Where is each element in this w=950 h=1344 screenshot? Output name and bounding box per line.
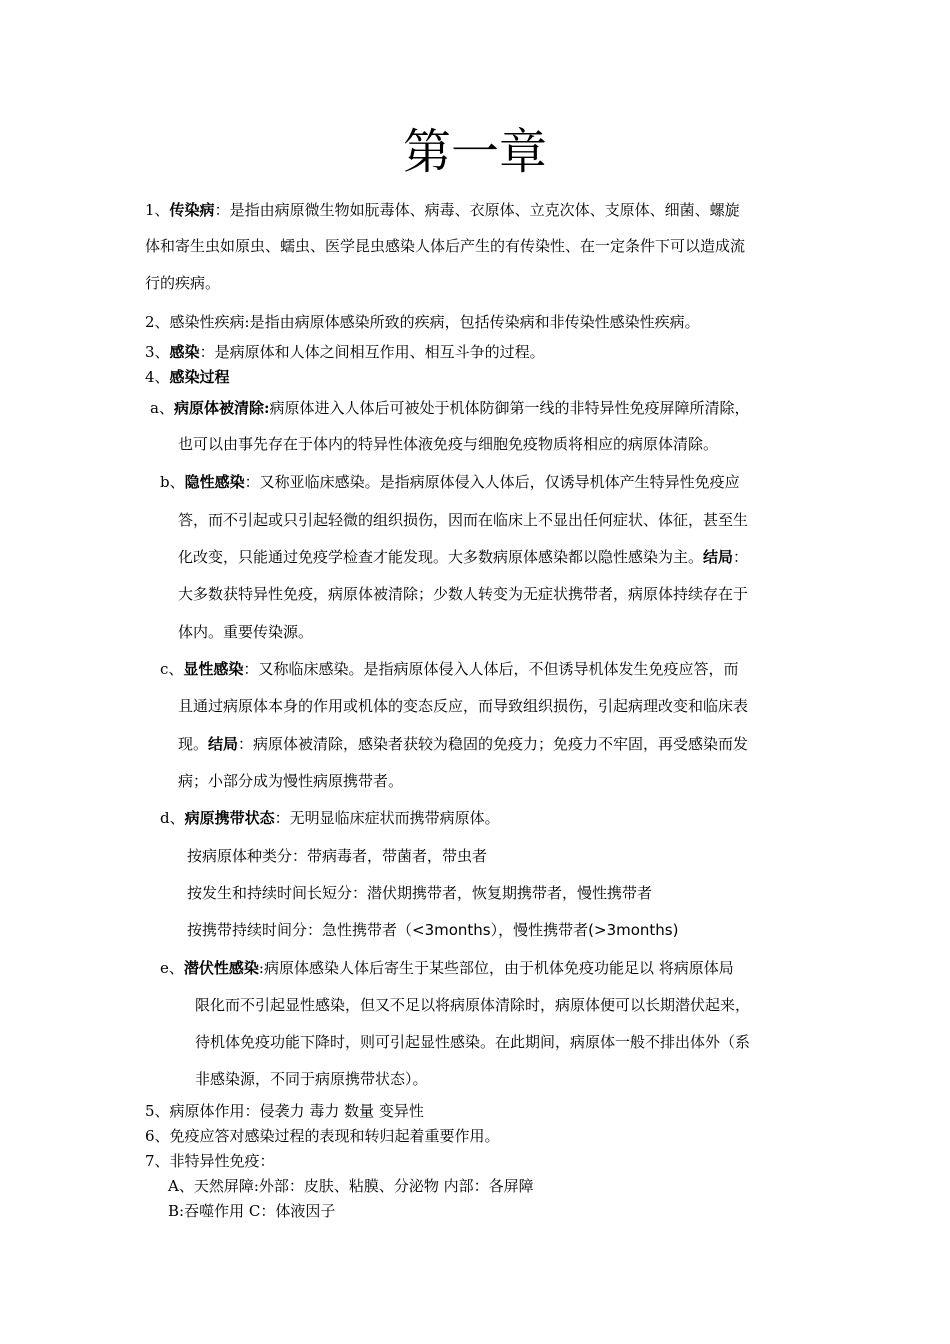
item-5: 5、病原体作用：侵袭力 毒力 数量 变异性	[145, 1102, 424, 1120]
sub-b-term: 隐性感染	[184, 473, 245, 491]
item-1-line-3: 行的疾病。	[145, 274, 221, 292]
chapter-title: 第一章	[402, 124, 547, 180]
sub-d-type-3: 按携带持续时间分：急性携带者（<3months），慢性携带者(>3months)	[187, 921, 679, 939]
item-1-number: 1、	[145, 201, 170, 219]
item-1-line-1: 1、传染病：是指由病原微生物如朊毒体、病毒、衣原体、立克次体、支原体、细菌、螺旋	[145, 201, 740, 219]
item-7-a: A、天然屏障:外部：皮肤、粘膜、分泌物 内部：各屏障	[168, 1177, 534, 1195]
sub-d-term: 病原携带状态	[184, 809, 275, 827]
sub-c-line-2: 且通过病原体本身的作用或机体的变态反应，而导致组织损伤，引起病理改变和临床表	[178, 697, 749, 715]
sub-c-line-4: 病；小部分成为慢性病原携带者。	[178, 772, 404, 790]
sub-c-term: 显性感染	[183, 660, 244, 678]
sub-e-line-2: 限化而不引起显性感染，但又不足以将病原体清除时，病原体便可以长期潜伏起来，	[195, 996, 751, 1014]
item-2: 2、感染性疾病:是指由病原体感染所致的疾病，包括传染病和非传染性感染性疾病。	[145, 313, 700, 331]
sub-a-line-2: 也可以由事先存在于体内的特异性体液免疫与细胞免疫物质将相应的病原体清除。	[178, 435, 719, 453]
item-1-term: 传染病	[169, 201, 215, 219]
sub-b-line-1: b、隐性感染：又称亚临床感染。是指病原体侵入人体后，仅诱导机体产生特异性免疫应	[160, 473, 740, 491]
sub-d-line-1: d、病原携带状态：无明显临床症状而携带病原体。	[160, 809, 500, 827]
item-3: 3、感染：是病原体和人体之间相互作用、相互斗争的过程。	[145, 343, 545, 361]
sub-b-result-label: 结局	[703, 548, 734, 566]
sub-b-line-4: 大多数获特异性免疫，病原体被清除；少数人转变为无症状携带者，病原体持续存在于	[178, 585, 749, 603]
sub-a-term: 病原体被清除	[173, 399, 264, 417]
sub-e-line-1: e、潜伏性感染:病原体感染人体后寄生于某些部位，由于机体免疫功能足以 将病原体局	[160, 959, 734, 977]
sub-d-type-2: 按发生和持续时间长短分：潜伏期携带者，恢复期携带者，慢性携带者	[187, 884, 653, 902]
sub-b-line-5: 体内。重要传染源。	[178, 623, 314, 641]
sub-b-line-2: 答，而不引起或只引起轻微的组织损伤，因而在临床上不显出任何症状、体征，甚至生	[178, 511, 749, 529]
sub-b-line-3: 化改变，只能通过免疫学检查才能发现。大多数病原体感染都以隐性感染为主。结局：	[178, 548, 749, 566]
sub-e-line-4: 非感染源，不同于病原携带状态）。	[195, 1070, 428, 1088]
item-7-b: B:吞噬作用 C：体液因子	[168, 1202, 336, 1220]
sub-e-line-3: 待机体免疫功能下降时，则可引起显性感染。在此期间，病原体一般不排出体外（系	[195, 1033, 751, 1051]
item-4-term: 感染过程	[169, 368, 230, 386]
sub-c-line-3: 现。结局：病原体被清除，感染者获较为稳固的免疫力；免疫力不牢固，再受感染而发	[178, 735, 749, 753]
sub-a-line-1: a、病原体被清除:病原体进入人体后可被处于机体防御第一线的非特异性免疫屏障所清除，	[150, 399, 750, 417]
item-3-term: 感染	[169, 343, 200, 361]
sub-c-result-label: 结局	[208, 735, 239, 753]
sub-c-line-1: c、显性感染：又称临床感染。是指病原体侵入人体后，不但诱导机体发生免疫应答，而	[160, 660, 739, 678]
sub-d-type-1: 按病原体种类分：带病毒者，带菌者，带虫者	[187, 847, 488, 865]
item-6: 6、免疫应答对感染过程的表现和转归起着重要作用。	[145, 1127, 500, 1145]
sub-e-term: 潜伏性感染	[183, 959, 259, 977]
item-1-line-2: 体和寄生虫如原虫、蠕虫、医学昆虫感染人体后产生的有传染性、在一定条件下可以造成流	[145, 237, 746, 255]
item-4: 4、感染过程	[145, 368, 230, 386]
item-7: 7、非特异性免疫：	[145, 1152, 275, 1170]
